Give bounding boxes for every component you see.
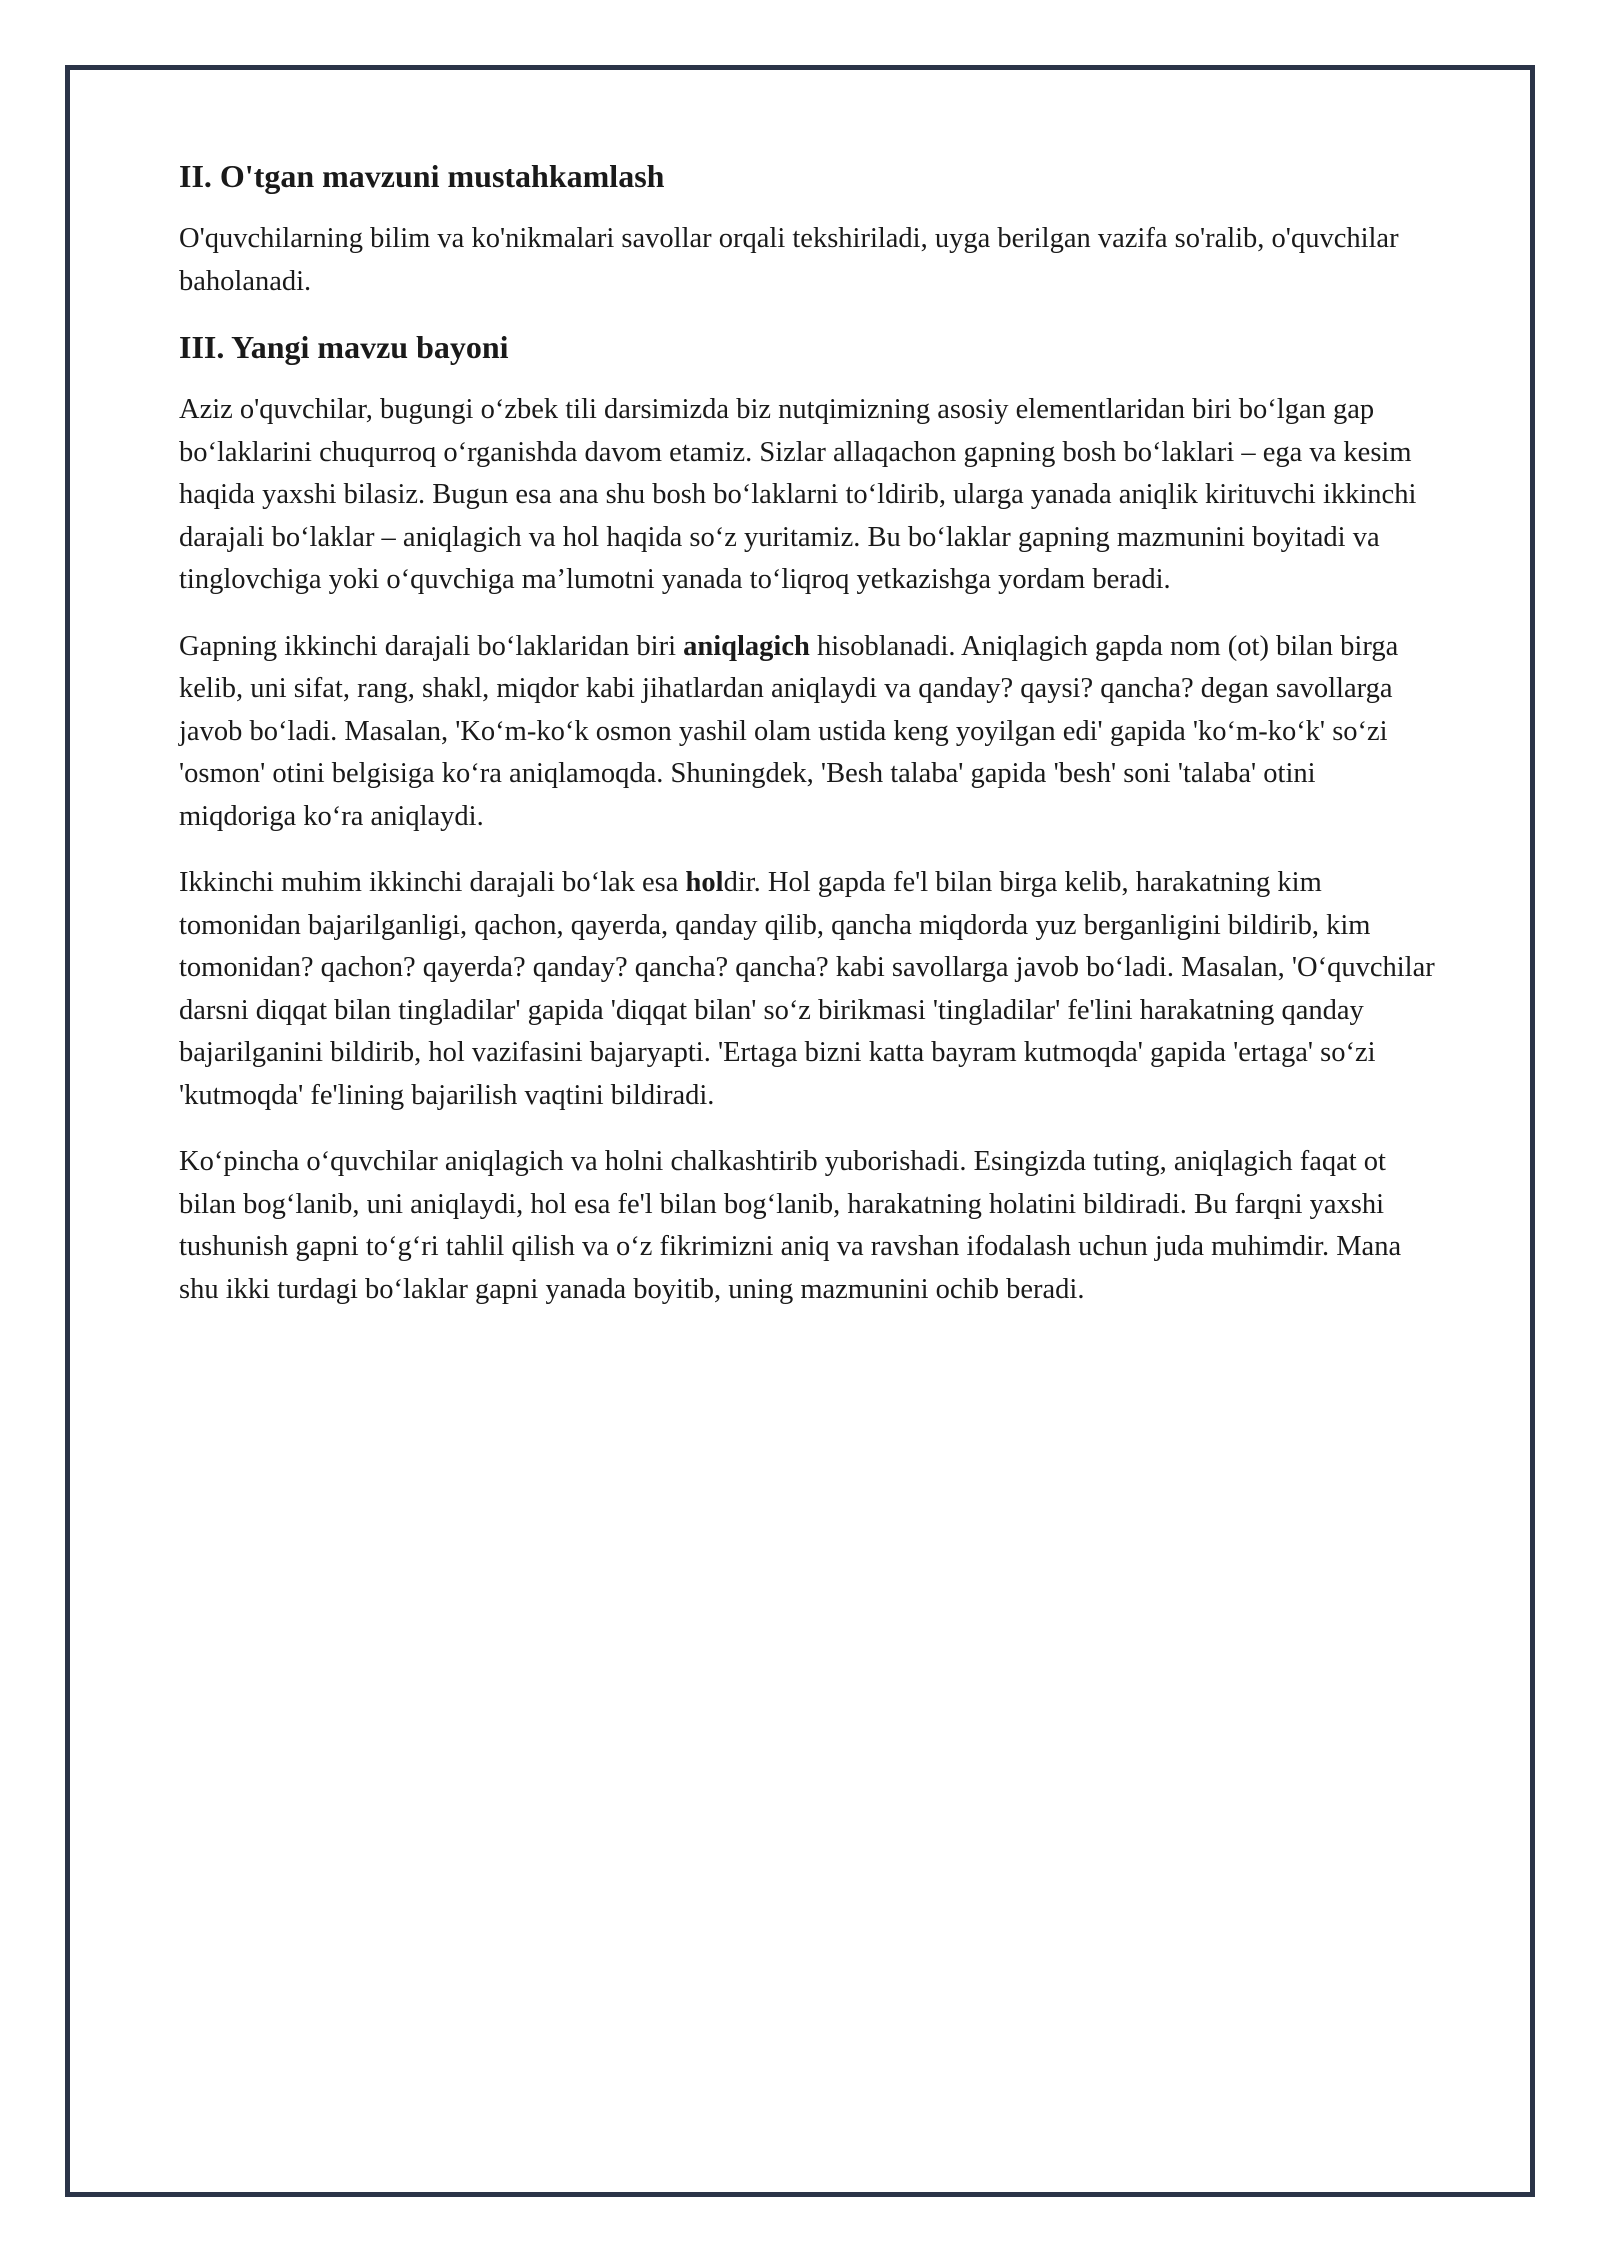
page-frame	[65, 65, 1535, 2197]
section-heading-review: II. O'tgan mavzuni mustahkamlash	[179, 158, 665, 194]
aniqlagich-text-after: hisoblanadi. Aniqlagich gapda nom (ot) bilan birga kelib, uni sifat, rang, shakl, miqdor kabi jihatlardan aniqlaydi va qanday? qaysi? qancha? degan savollarga javob bo‘ladi. Masalan, 'Ko‘m-ko‘k osmon yashil olam ustida keng yoyilgan edi' gapida 'ko‘m-ko‘k' so‘zi 'osmon' otini belgisiga ko‘ra aniqlamoqda. Shuningdek, 'Besh talaba' gapida 'besh' soni 'talaba' otini miqdoriga ko‘ra aniqlaydi.	[179, 630, 1399, 832]
section-heading-new-topic: III. Yangi mavzu bayoni	[179, 329, 509, 365]
aniqlagich-paragraph	[179, 626, 1439, 839]
aniqlagich-term: aniqlagich	[683, 630, 810, 662]
document-content	[179, 156, 1439, 1335]
hol-text-after: dir. Hol gapda fe'l bilan birga kelib, harakatning kim tomonidan bajarilganligi, qachon, qayerda, qanday qilib, qancha miqdorda yuz berganligini bildirib, kim tomonidan? qachon? qayerda? qanday? qancha? qancha? kabi savollarga javob bo‘ladi. Masalan, 'O‘quvchilar darsni diqqat bilan tingladilar' gapida 'diqqat bilan' so‘z birikmasi 'tingladilar' fe'lini harakatning qanday bajarilganini bildirib, hol vazifasini bajaryapti. 'Ertaga bizni katta bayram kutmoqda' gapida 'ertaga' so‘zi 'kutmoqda' fe'lining bajarilish vaqtini bildiradi.	[179, 867, 1435, 1111]
summary-paragraph: Ko‘pincha o‘quvchilar aniqlagich va holni chalkashtirib yuborishadi. Esingizda tuting, aniqlagich faqat ot bilan bog‘lanib, uni aniqlaydi, hol esa fe'l bilan bog‘lanib, harakatning holatini bildiradi. Bu farqni yaxshi tushunish gapni to‘g‘ri tahlil qilish va o‘z fikrimizni aniq va ravshan ifodalash uchun juda muhimdir. Mana shu ikki turdagi bo‘laklar gapni yanada boyitib, uning mazmunini ochib beradi.	[179, 1146, 1402, 1305]
aniqlagich-text-before: Gapning ikkinchi darajali bo‘laklaridan biri	[179, 630, 684, 662]
hol-text-before: Ikkinchi muhim ikkinchi darajali bo‘lak esa	[179, 867, 686, 898]
hol-term: hol	[685, 867, 724, 898]
review-paragraph: O'quvchilarning bilim va ko'nikmalari savollar orqali tekshiriladi, uyga berilgan vazifa so'ralib, o'quvchilar baholanadi.	[179, 223, 1399, 297]
hol-paragraph	[179, 862, 1439, 1117]
intro-paragraph: Aziz o'quvchilar, bugungi o‘zbek tili darsimizda biz nutqimizning asosiy elementlaridan biri bo‘lgan gap bo‘laklarini chuqurroq o‘rganishda davom etamiz. Sizlar allaqachon gapning bosh bo‘laklari – ega va kesim haqida yaxshi bilasiz. Bugun esa ana shu bosh bo‘laklarni to‘ldirib, ularga yanada aniqlik kirituvchi ikkinchi darajali bo‘laklar – aniqlagich va hol haqida so‘z yuritamiz. Bu bo‘laklar gapning mazmunini boyitadi va tinglovchiga yoki o‘quvchiga ma’lumotni yanada to‘liqroq yetkazishga yordam beradi.	[179, 394, 1417, 595]
